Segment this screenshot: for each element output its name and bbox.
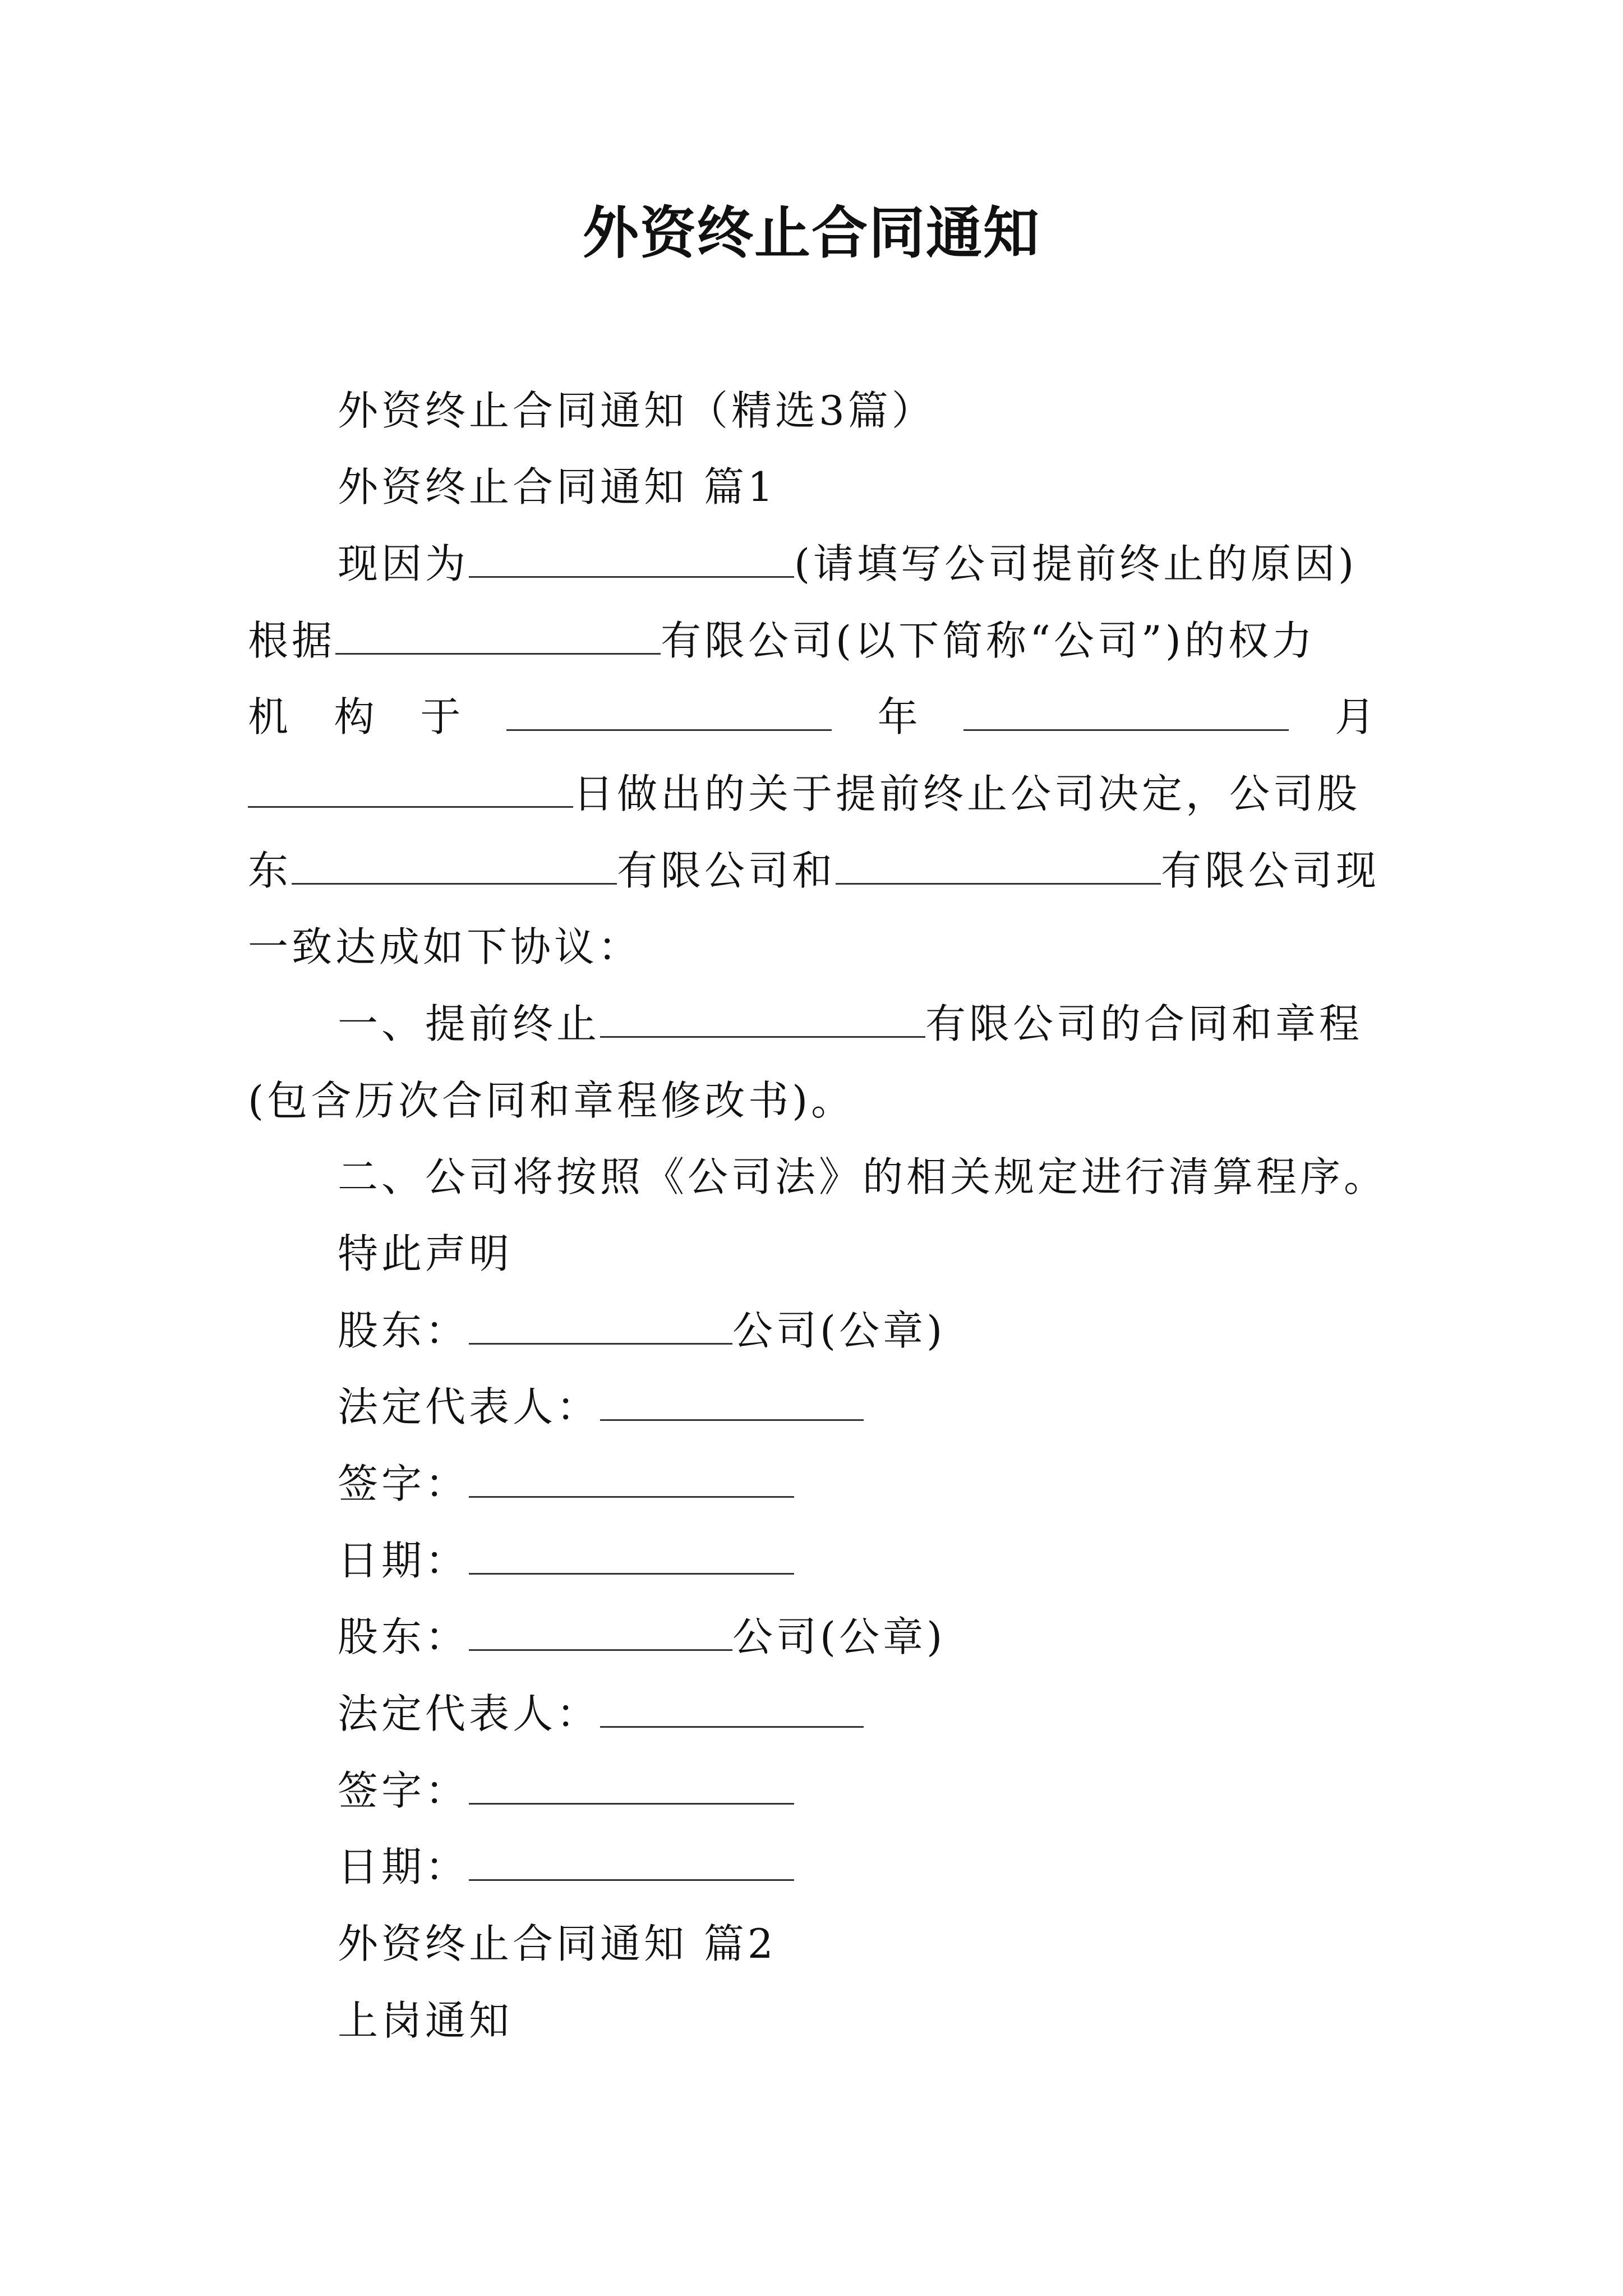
fill-blank: [600, 1002, 925, 1038]
fill-blank: [836, 849, 1161, 885]
fill-blank: [506, 696, 832, 731]
text-fragment: 月: [1334, 693, 1375, 740]
section2-first-line: 上岗通知: [338, 1997, 513, 2044]
section2-heading: 外资终止合同通知 篇2: [338, 1920, 777, 1967]
fill-blank: [469, 1462, 794, 1498]
legal-rep-label: 法定代表人：: [338, 1690, 601, 1737]
paragraph1-line1: [338, 536, 1357, 592]
paragraph1-line6: 一致达成如下协议：: [248, 923, 642, 970]
sign-line: [338, 1763, 794, 1819]
text-fragment: (请填写公司提前终止的原因): [794, 540, 1358, 587]
item1-line1: [338, 996, 1363, 1052]
legal-rep-line: [338, 1379, 864, 1435]
fill-blank: [292, 849, 617, 885]
item1-line2: (包含历次合同和章程修改书)。: [248, 1077, 855, 1124]
section1-heading: 外资终止合同通知 篇1: [338, 463, 777, 510]
fill-blank: [469, 1846, 794, 1881]
text-fragment: 构: [334, 693, 375, 740]
legal-rep-line: [338, 1686, 864, 1742]
fill-blank: [600, 1692, 864, 1728]
paragraph1-line2: [248, 613, 1316, 669]
date-label: 日期：: [338, 1843, 469, 1890]
sign-line: [338, 1456, 794, 1512]
fill-blank: [335, 619, 661, 655]
fill-blank: [963, 696, 1289, 731]
shareholder-line: [338, 1609, 946, 1665]
text-fragment: 有限公司(以下简称“公司”)的权力: [661, 617, 1316, 664]
fill-blank: [469, 1769, 794, 1805]
paragraph1-line3: [248, 689, 1375, 745]
text-fragment: 根据: [248, 617, 336, 664]
document-title: 外资终止合同通知: [583, 200, 1040, 266]
sign-label: 签字：: [338, 1460, 469, 1507]
date-line: [338, 1839, 794, 1895]
date-label: 日期：: [338, 1537, 469, 1584]
shareholder-label: 股东：: [338, 1307, 469, 1354]
text-fragment: 一、提前终止: [338, 1000, 601, 1047]
text-fragment: 东: [248, 847, 292, 894]
company-seal-label: 公司(公章): [732, 1307, 946, 1354]
text-fragment: 日做出的关于提前终止公司决定，公司股: [573, 770, 1361, 817]
declaration: 特此声明: [338, 1230, 513, 1277]
fill-blank: [469, 542, 794, 578]
paragraph1-line4: [248, 766, 1361, 822]
text-fragment: 机: [248, 693, 289, 740]
paragraph1-line5: [248, 843, 1380, 899]
text-fragment: 有限公司和: [617, 847, 836, 894]
date-line: [338, 1533, 794, 1589]
fill-blank: [469, 1309, 732, 1345]
text-fragment: 于: [420, 693, 461, 740]
company-seal-label: 公司(公章): [732, 1613, 946, 1660]
shareholder-line: [338, 1303, 946, 1359]
document-subtitle: 外资终止合同通知（精选3篇）: [338, 387, 935, 434]
text-fragment: 年: [877, 693, 918, 740]
shareholder-label: 股东：: [338, 1613, 469, 1660]
sign-label: 签字：: [338, 1767, 469, 1814]
item2: 二、公司将按照《公司法》的相关规定进行清算程序。: [338, 1153, 1388, 1200]
text-fragment: 有限公司现: [1161, 847, 1380, 894]
fill-blank: [600, 1386, 864, 1421]
fill-blank: [469, 1616, 732, 1651]
text-fragment: 有限公司的合同和章程: [925, 1000, 1363, 1047]
legal-rep-label: 法定代表人：: [338, 1383, 601, 1430]
fill-blank: [248, 772, 573, 808]
text-fragment: 现因为: [338, 540, 469, 587]
fill-blank: [469, 1539, 794, 1575]
